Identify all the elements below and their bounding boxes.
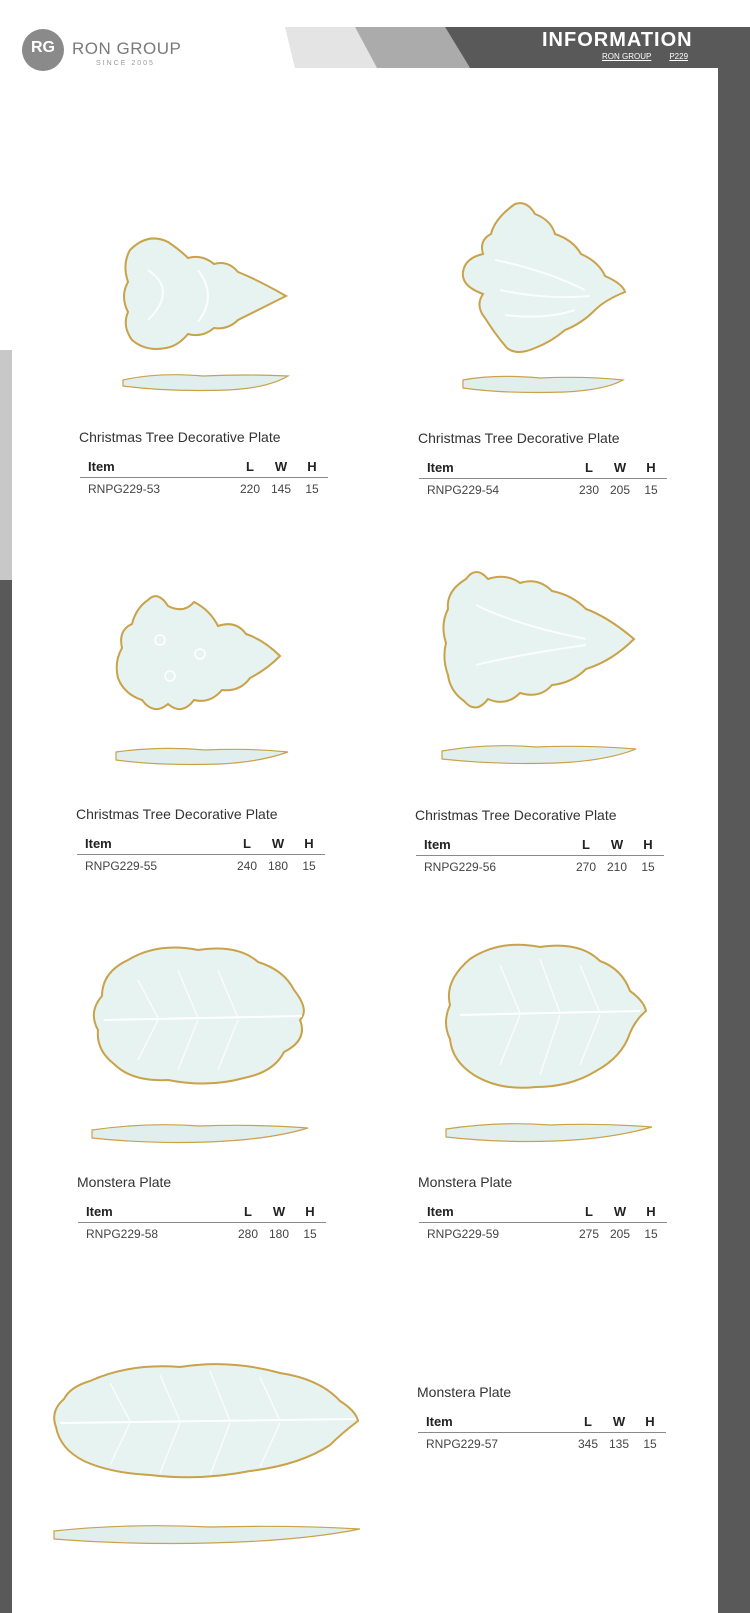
spec-length: 275 — [578, 1227, 600, 1241]
spec-header-row — [77, 832, 325, 855]
spec-row — [418, 1433, 666, 1453]
spec-header-h: H — [307, 459, 317, 474]
spec-item-code: RNPG229-58 — [86, 1227, 159, 1241]
spec-header-w: W — [271, 836, 285, 851]
spec-length: 220 — [239, 482, 261, 496]
brand-since: SINCE 2005 — [96, 60, 155, 67]
brand-logo — [22, 29, 192, 73]
spec-header-h: H — [305, 1204, 315, 1219]
spec-header-w: W — [612, 1414, 626, 1429]
spec-width: 180 — [267, 859, 289, 873]
spec-table-7 — [418, 1410, 666, 1453]
spec-header-l: L — [585, 1204, 593, 1219]
product-name-7: Monstera Plate — [417, 1384, 512, 1400]
spec-row — [419, 1223, 667, 1243]
spec-height: 15 — [641, 860, 655, 874]
spec-header-item: Item — [427, 460, 454, 475]
spec-height: 15 — [643, 1437, 657, 1451]
spec-header-l: L — [585, 460, 593, 475]
header-company: RON GROUP — [602, 52, 652, 61]
spec-item-code: RNPG229-55 — [85, 859, 158, 873]
spec-item-code: RNPG229-57 — [426, 1437, 499, 1451]
spec-header-w: W — [274, 459, 288, 474]
spec-header-l: L — [584, 1414, 592, 1429]
spec-header-row — [78, 1200, 326, 1223]
spec-header-h: H — [643, 837, 653, 852]
spec-row — [419, 479, 667, 499]
spec-item-code: RNPG229-56 — [424, 860, 497, 874]
spec-height: 15 — [644, 483, 658, 497]
spec-height: 15 — [302, 859, 316, 873]
spec-header-w: W — [613, 460, 627, 475]
spec-header-item: Item — [427, 1204, 454, 1219]
product-name-5: Monstera Plate — [77, 1174, 172, 1190]
product-name-3: Christmas Tree Decorative Plate — [76, 806, 278, 822]
brand-monogram-icon — [22, 29, 64, 71]
spec-width: 205 — [609, 483, 631, 497]
spec-table-2 — [419, 456, 667, 499]
spec-header-item: Item — [88, 459, 115, 474]
spec-width: 135 — [608, 1437, 630, 1451]
spec-table-3 — [77, 832, 325, 875]
spec-header-l: L — [246, 459, 254, 474]
spec-header-item: Item — [424, 837, 451, 852]
spec-header-row — [418, 1410, 666, 1433]
page-number: P229 — [669, 52, 689, 61]
plate-image-5 — [88, 940, 313, 1150]
spec-header-w: W — [613, 1204, 627, 1219]
spec-header-w: W — [610, 837, 624, 852]
spec-header-row — [419, 456, 667, 479]
spec-header-item: Item — [85, 836, 112, 851]
spec-header-row — [416, 833, 664, 856]
spec-header-h: H — [645, 1414, 655, 1429]
spec-height: 15 — [644, 1227, 658, 1241]
product-name-6: Monstera Plate — [418, 1174, 513, 1190]
spec-header-item: Item — [86, 1204, 113, 1219]
spec-length: 280 — [237, 1227, 259, 1241]
plate-image-1 — [118, 230, 293, 400]
product-name-2: Christmas Tree Decorative Plate — [418, 430, 620, 446]
left-side-bar-accent — [0, 350, 12, 580]
spec-table-6 — [419, 1200, 667, 1243]
spec-width: 205 — [609, 1227, 631, 1241]
spec-header-row — [80, 455, 328, 478]
spec-item-code: RNPG229-53 — [88, 482, 161, 496]
spec-table-5 — [78, 1200, 326, 1243]
spec-table-4 — [416, 833, 664, 876]
spec-header-row — [419, 1200, 667, 1223]
spec-item-code: RNPG229-59 — [427, 1227, 500, 1241]
spec-length: 345 — [577, 1437, 599, 1451]
spec-row — [77, 855, 325, 875]
product-name-1: Christmas Tree Decorative Plate — [79, 429, 281, 445]
spec-length: 270 — [575, 860, 597, 874]
plate-image-6 — [440, 935, 655, 1150]
spec-width: 180 — [268, 1227, 290, 1241]
plate-image-3 — [110, 590, 295, 770]
product-name-4: Christmas Tree Decorative Plate — [415, 807, 617, 823]
brand-name: RON GROUP — [72, 39, 182, 58]
spec-header-l: L — [582, 837, 590, 852]
spec-length: 230 — [578, 483, 600, 497]
spec-header-w: W — [272, 1204, 286, 1219]
spec-table-1 — [80, 455, 328, 498]
page-subtitle — [602, 52, 706, 61]
spec-row — [80, 478, 328, 498]
spec-length: 240 — [236, 859, 258, 873]
page-title: INFORMATION — [542, 29, 693, 51]
spec-row — [78, 1223, 326, 1243]
plate-image-7 — [50, 1355, 365, 1555]
spec-header-l: L — [244, 1204, 252, 1219]
spec-header-h: H — [304, 836, 314, 851]
spec-header-l: L — [243, 836, 251, 851]
right-side-bar — [718, 60, 750, 1613]
spec-item-code: RNPG229-54 — [427, 483, 500, 497]
spec-header-item: Item — [426, 1414, 453, 1429]
plate-image-4 — [436, 565, 641, 770]
spec-height: 15 — [303, 1227, 317, 1241]
spec-header-h: H — [646, 1204, 656, 1219]
brand-monogram: RG — [31, 39, 55, 56]
spec-width: 210 — [606, 860, 628, 874]
spec-header-h: H — [646, 460, 656, 475]
spec-height: 15 — [305, 482, 319, 496]
spec-width: 145 — [270, 482, 292, 496]
plate-image-2 — [455, 200, 630, 400]
spec-row — [416, 856, 664, 876]
